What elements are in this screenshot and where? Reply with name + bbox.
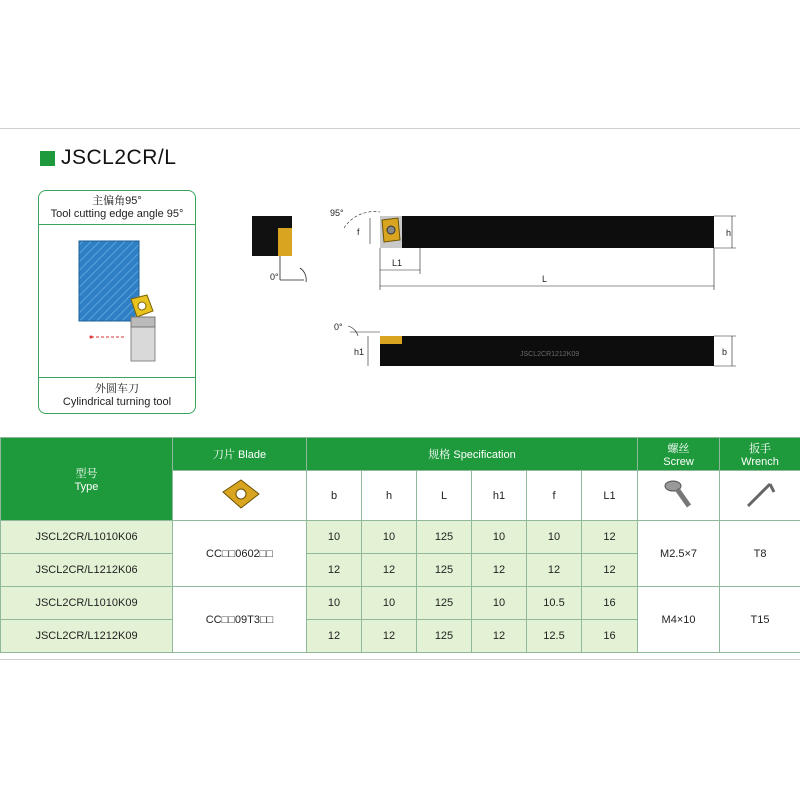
col-header-l1: L1 — [582, 471, 638, 521]
table-row-type: JSCL2CR/L1010K09 — [1, 587, 173, 620]
table-cell: 12 — [307, 620, 362, 653]
table-cell: 12 — [527, 554, 582, 587]
table-cell: 12 — [582, 521, 638, 554]
table-cell: 125 — [417, 587, 472, 620]
card-header-en: Tool cutting edge angle 95° — [50, 208, 184, 220]
table-cell: 12 — [362, 554, 417, 587]
col-header-f: f — [527, 471, 582, 521]
screw-header — [638, 438, 720, 471]
screw-icon — [659, 474, 699, 514]
table-cell: 12 — [307, 554, 362, 587]
table-cell: 125 — [417, 620, 472, 653]
title-marker — [40, 151, 55, 166]
table-cell: 10 — [307, 587, 362, 620]
dim-l-label: L — [542, 274, 548, 284]
tool-angle-card — [38, 190, 196, 414]
wrench-header — [720, 438, 800, 471]
turning-illustration — [39, 225, 195, 375]
spec-header: 规格 Specification — [307, 438, 638, 471]
wrench-header-cn: 扳手 — [749, 443, 772, 455]
side-angle-label: 0° — [334, 322, 343, 332]
dim-f-label: f — [357, 227, 360, 237]
table-cell: 12.5 — [527, 620, 582, 653]
table-cell: 12 — [472, 554, 527, 587]
col-header-h: h — [362, 471, 417, 521]
wrench-image — [720, 471, 800, 521]
dim-b-label: b — [722, 347, 728, 357]
wrench-group-2: T15 — [720, 587, 800, 653]
table-cell: 10.5 — [527, 587, 582, 620]
table-row-type: JSCL2CR/L1212K06 — [1, 554, 173, 587]
insert-icon — [215, 474, 265, 514]
dimension-drawings — [240, 190, 760, 390]
table-cell: 10 — [307, 521, 362, 554]
col-header-h1: h1 — [472, 471, 527, 521]
table-row-type: JSCL2CR/L1212K09 — [1, 620, 173, 653]
top-view — [330, 208, 736, 290]
table-cell: 12 — [472, 620, 527, 653]
spec-table — [0, 437, 800, 653]
blade-image — [173, 471, 307, 521]
screw-header-en: Screw — [663, 456, 694, 468]
type-header-en: Type — [74, 481, 99, 493]
product-title — [40, 146, 176, 170]
blade-group-2: CC□□09T3□□ — [173, 587, 307, 653]
dim-l1-label: L1 — [392, 258, 403, 268]
screw-group-2: M4×10 — [638, 587, 720, 653]
wrench-group-1: T8 — [720, 521, 800, 587]
wrench-icon — [740, 474, 780, 514]
side-view — [334, 322, 736, 366]
table-cell: 125 — [417, 521, 472, 554]
blade-header: 刀片 Blade — [173, 438, 307, 471]
title-text: JSCL2CR/L — [61, 146, 177, 169]
table-cell: 10 — [472, 587, 527, 620]
table-cell: 10 — [527, 521, 582, 554]
table-cell: 10 — [362, 587, 417, 620]
card-footer-en: Cylindrical turning tool — [62, 396, 172, 408]
screw-header-cn: 螺丝 — [667, 443, 690, 455]
bar-engraving: JSCL2CR1212K09 — [520, 351, 580, 358]
table-cell: 16 — [582, 620, 638, 653]
dim-h-label: h — [726, 228, 732, 238]
table-cell: 10 — [362, 521, 417, 554]
blade-group-1: CC□□0602□□ — [173, 521, 307, 587]
table-cell: 10 — [472, 521, 527, 554]
type-header — [1, 438, 173, 521]
card-header-cn: 主偏角95° — [92, 195, 142, 207]
dim-h1-label: h1 — [354, 347, 365, 357]
wrench-header-en: Wrench — [741, 456, 779, 468]
end-view — [252, 216, 306, 282]
table-cell: 12 — [582, 554, 638, 587]
type-header-cn: 型号 — [75, 468, 98, 480]
dim-angle-label: 95° — [330, 208, 344, 218]
table-cell: 125 — [417, 554, 472, 587]
end-view-angle: 0° — [270, 272, 279, 282]
card-footer — [39, 377, 195, 413]
table-cell: 16 — [582, 587, 638, 620]
screw-group-1: M2.5×7 — [638, 521, 720, 587]
card-footer-cn: 外圆车刀 — [95, 383, 139, 395]
card-header — [39, 191, 195, 225]
table-cell: 12 — [362, 620, 417, 653]
col-header-l: L — [417, 471, 472, 521]
col-header-b: b — [307, 471, 362, 521]
screw-image — [638, 471, 720, 521]
table-row-type: JSCL2CR/L1010K06 — [1, 521, 173, 554]
